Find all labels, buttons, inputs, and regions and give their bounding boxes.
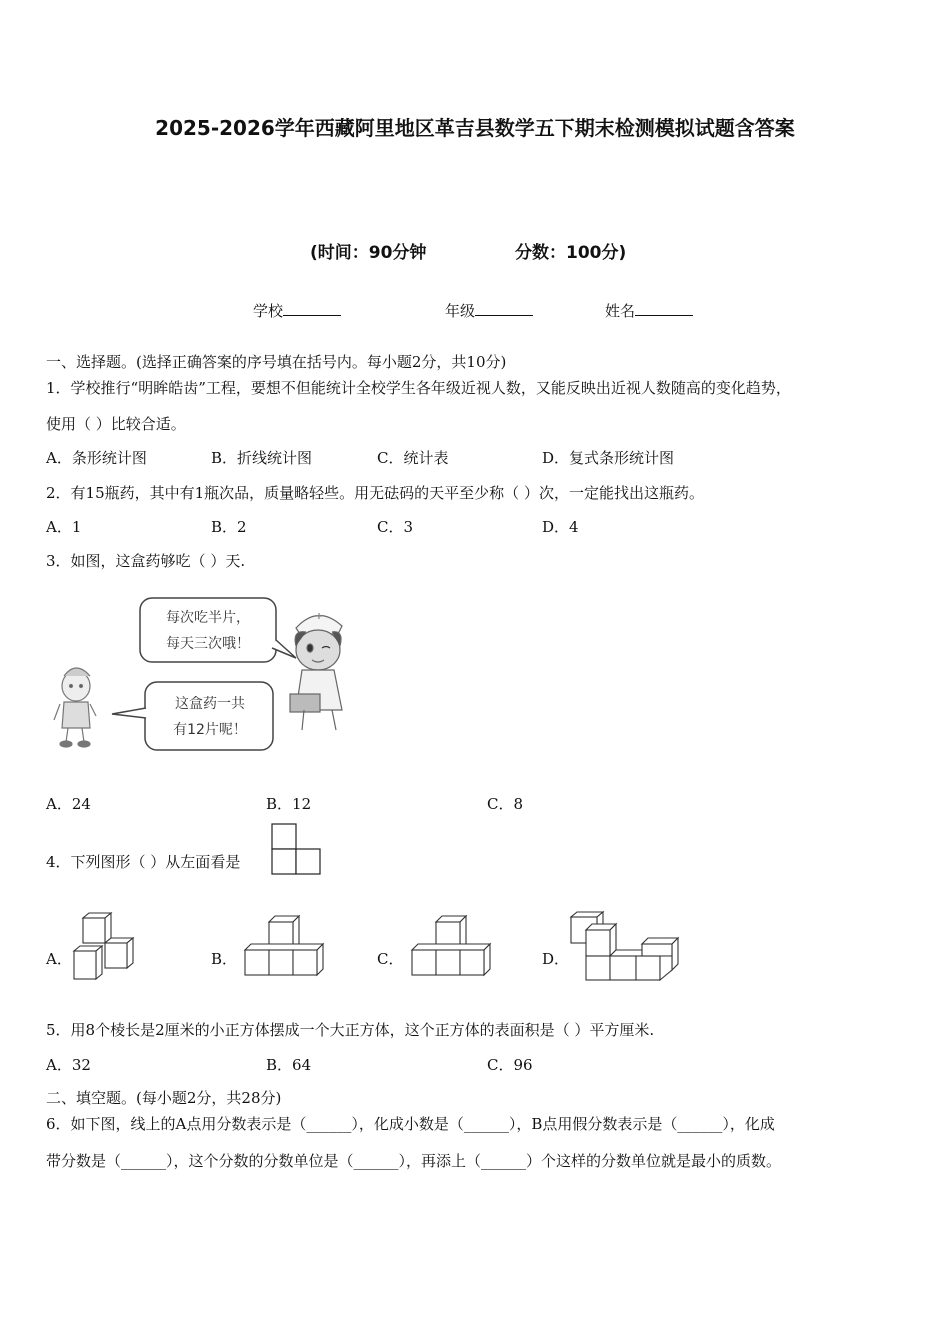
- q5-text: 5．用8个棱长是2厘米的小正方体摆成一个大正方体，这个正方体的表面积是（ ）平方厘米.: [46, 1021, 655, 1039]
- q3-illustration: [50, 590, 350, 760]
- q3-option-b: B．12: [266, 795, 312, 813]
- child-bubble-line1: 这盒药一共: [175, 696, 245, 712]
- grade-label: 年级: [445, 302, 476, 320]
- q4-option-d-cubes: [568, 910, 680, 982]
- q5-option-a: A．32: [46, 1056, 91, 1074]
- name-blank: [635, 301, 693, 316]
- nurse-speech-bubble: [140, 598, 296, 662]
- nurse-bubble-line1: 每次吃半片，: [166, 610, 250, 626]
- school-label: 学校: [253, 302, 284, 320]
- q3-option-c: C．8: [487, 795, 524, 813]
- exam-score: 分数：100分): [515, 243, 627, 263]
- page-title: 2025-2026学年西藏阿里地区革吉县数学五下期末检测模拟试题含答案: [155, 116, 795, 140]
- nurse-bubble-line2: 每天三次哦！: [166, 636, 250, 652]
- q2-text: 2．有15瓶药，其中有1瓶次品，质量略轻些。用无砝码的天平至少称（ ）次，一定能找出这瓶药。: [46, 484, 704, 502]
- q5-option-c: C．96: [487, 1056, 533, 1074]
- name-label: 姓名: [605, 302, 636, 320]
- grade-blank: [475, 301, 533, 316]
- q4-text: 4．下列图形（ ）从左面看是: [46, 853, 241, 871]
- q4-option-c: C．: [377, 950, 404, 968]
- q3-text: 3．如图，这盒药够吃（ ）天.: [46, 552, 246, 570]
- grade-field: [445, 300, 533, 321]
- section2-heading: 二、填空题。(每小题2分，共28分): [46, 1089, 282, 1107]
- q1-option-d: D．复式条形统计图: [542, 449, 675, 467]
- q2-option-a: A．1: [46, 518, 82, 536]
- school-blank: [283, 301, 341, 316]
- q4-option-b: B．: [211, 950, 238, 968]
- q6-line1: 6．如下图，线上的A点用分数表示是（______），化成小数是（______），B点用假分数表示是（______），化成: [46, 1115, 775, 1133]
- q4-option-b-cubes: [243, 912, 333, 978]
- section1-heading: 一、选择题。(选择正确答案的序号填在括号内。每小题2分，共10分): [46, 353, 507, 371]
- q3-option-a: A．24: [46, 795, 91, 813]
- q1-line2: 使用（ ）比较合适。: [46, 415, 186, 433]
- child-speech-bubble: [112, 682, 273, 750]
- q5-option-b: B．64: [266, 1056, 312, 1074]
- q2-option-d: D．4: [542, 518, 579, 536]
- q1-option-a: A．条形统计图: [46, 449, 147, 467]
- q6-line2: 带分数是（______），这个分数的分数单位是（______），再添上（______）个这样的分数单位就是最小的质数。: [46, 1152, 782, 1170]
- exam-time: (时间：90分钟: [310, 243, 427, 263]
- name-field: [605, 300, 693, 321]
- q1-option-c: C．统计表: [377, 449, 449, 467]
- school-field: [253, 300, 341, 321]
- q1-line1: 1．学校推行“明眸皓齿”工程，要想不但能统计全校学生各年级近视人数，又能反映出近视人数随高的变化趋势，: [46, 379, 791, 397]
- q4-option-a: A．: [46, 950, 72, 968]
- q2-option-b: B．2: [211, 518, 247, 536]
- q4-option-c-cubes: [410, 912, 500, 978]
- child-figure-icon: [54, 668, 96, 747]
- child-bubble-line2: 有12片呢！: [173, 722, 247, 738]
- q4-left-view-figure: [271, 823, 323, 876]
- q4-option-d: D．: [542, 950, 570, 968]
- q4-option-a-cubes: [72, 910, 142, 982]
- q1-option-b: B．折线统计图: [211, 449, 313, 467]
- nurse-figure-icon: [290, 613, 342, 730]
- q2-option-c: C．3: [377, 518, 414, 536]
